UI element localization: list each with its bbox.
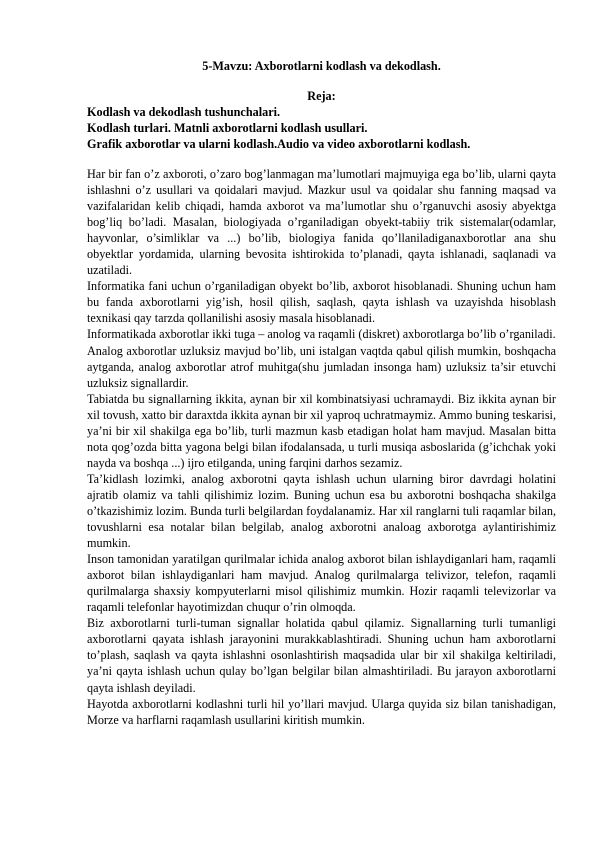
paragraph: Inson tamonidan yaratilgan qurilmalar ichida analog axborot bilan ishlaydiganlari ham, raqamli axborot bilan ishlaydiganlari ham mavjud. Analog qurilmalarga telivizor, telefon, raqamli qurilmalarga shaxsiy kompyuterlarni misol qilishimiz mumkin. Hozir raqamli televizorlar va raqamli telefonlar hayotimizdan chuqur o’rin olmoqda.: [87, 552, 556, 615]
paragraph: Tabiatda bu signallarning ikkita, aynan bir xil kombinatsiyasi uchramaydi. Biz ikkita aynan bir xil tovush, xatto bir daraxtda ikkita aynan bir xil yaproq uchratmaymiz. Ammo buning teskarisi, ya’ni bir xil shakilga ega bo’lib, turli mazmun kasb etadigan holat ham mavjud. Masalan bitta nota qog’ozda bitta yagona belgi bilan ifodalansada, u turli musiqa asboslarida (g’ichchak yoki nayda va boshqa ...) ijro etilganda, uning farqini darhos sezamiz.: [87, 391, 556, 470]
plan-label: Reja:: [307, 89, 336, 103]
document-title: 5-Mavzu: Axborotlarni kodlash va dekodlash.: [202, 59, 441, 73]
paragraph: Hayotda axborotlarni kodlashni turli hil yo’llari mavjud. Ularga quyida siz bilan tanishadigan, Morze va harflarni raqamlash usullarini kiritish mumkin.: [87, 696, 556, 727]
plan-item: Grafik axborotlar va ularni kodlash.Audio va video axborotlarni kodlash.: [87, 137, 471, 151]
paragraph: Biz axborotlarni turli-tuman signallar holatida qabul qilamiz. Signallarning turli tumanligi axborotlarni qayata ishlash jarayonini murakkablashtiradi. Shuning uchun ham axborotlarni to’plash, saqlash va qayta ishlashni osonlashtirish maqsadida ular bir xil shakilga keltiriladi, ya’ni qayta ishlash uchun qulay bo’lgan belgilar bilan almashtiriladi. Bu jarayon axborotlarni qayta ishlash deyiladi.: [87, 616, 556, 695]
paragraph: Informatikada axborotlar ikki tuga – anolog va raqamli (diskret) axborotlarga bo’lib o’rganiladi.: [87, 327, 556, 342]
paragraph: Ta’kidlash lozimki, analog axborotni qayta ishlash uchun ularning biror davrdagi holatini ajratib olamiz va tahli qilishimiz lozim. Buning uchun esa bu axborotni boshqacha shakilga o’tkazishimiz lozim. Bunda turli belgilardan foydalanamiz. Har xil ranglarni tuli raqamlar bilan, tovushlarni esa notalar bilan belgilab, analog axborotni analoag axborotga aylantirishimiz mumkin.: [87, 471, 556, 551]
paragraph: Informatika fani uchun o’rganiladigan obyekt bo’lib, axborot hisoblanadi. Shuning uchun ham bu fanda axborotlarni yig’ish, hosil qilish, saqlash, qayta ishlash va uzayishda hisoblash texnikasi qay tarzda qollanilishi asosiy masala hisoblanadi.: [87, 279, 556, 326]
plan-item: Kodlash turlari. Matnli axborotlarni kodlash usullari.: [87, 121, 368, 135]
paragraph: Har bir fan o’z axboroti, o’zaro bog’lanmagan ma’lumotlari majmuyiga ega bo’lib, ularni qayta ishlashni o’z usullari va qoidalari mavjud. Mazkur usul va qoidalar shu fanning maqsad va vazifalaridan kelib chiqadi, hamda axborot va ma’lumotlar shu o’rganuvchi asosiy abyektga bog’liq bo’ladi. Masalan, biologiyada o’rganiladigan obyekt-tabiiy trik sistemalar(odamlar, hayvonlar, o’simliklar va ...) bo’lib, biologiya fanida qo’llaniladiganaxborotlar ana shu obyektlar yordamida, ularning bevosita ishtirokida to’planadi, qayta ishlanadi, saqlanadi va uzatiladi.: [87, 167, 556, 278]
paragraph: Analog axborotlar uzluksiz mavjud bo’lib, uni istalgan vaqtda qabul qilish mumkin, boshqacha aytganda, analog axborotlar atrof muhitga(shu jumladan insonga ham) uzluksiz ta’sir etuvchi uzluksiz signallardir.: [87, 343, 556, 390]
plan-item: Kodlash va dekodlash tushunchalari.: [87, 105, 281, 119]
document-page: [87, 58, 556, 728]
body-text: [87, 166, 556, 728]
